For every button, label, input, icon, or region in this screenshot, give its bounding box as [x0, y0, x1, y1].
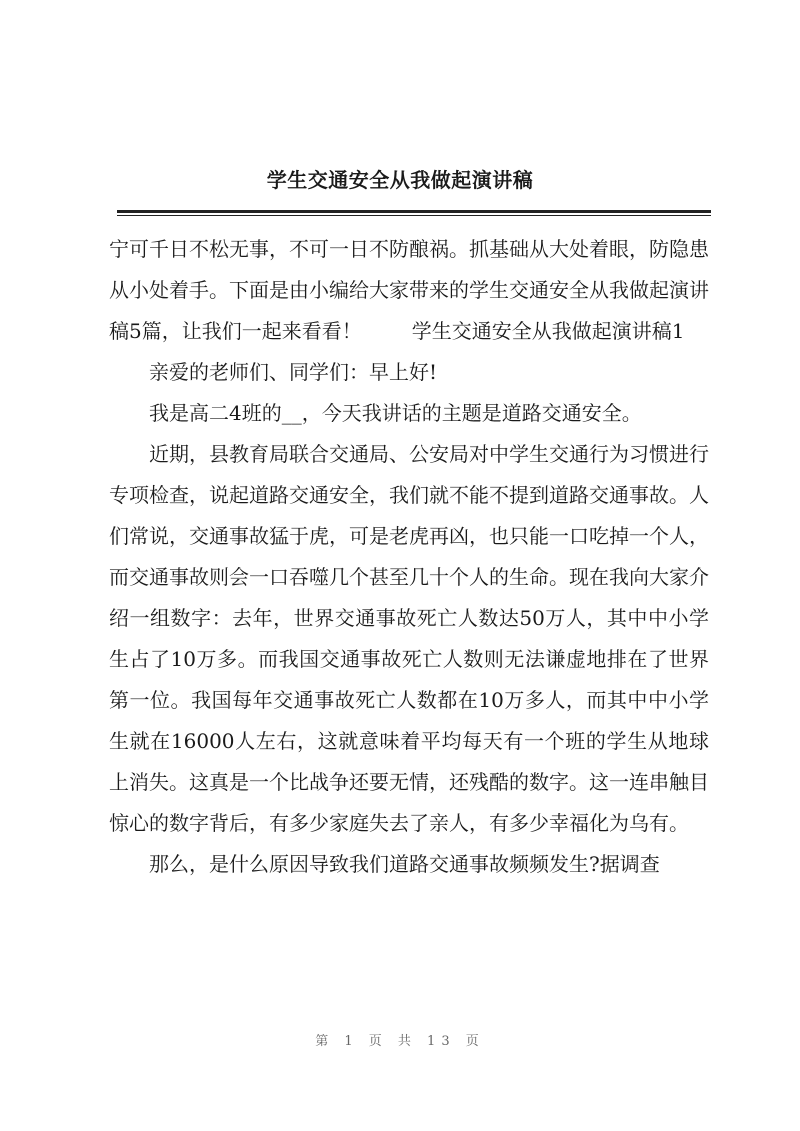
section-heading: 学生交通安全从我做起演讲稿1: [411, 319, 685, 343]
paragraph-statistics: 近期，县教育局联合交通局、公安局对中学生交通行为习惯进行专项检查，说起道路交通安全，我们就不能不提到道路交通事故。人们常说，交通事故猛于虎，可是老虎再凶，也只能一口吃掉一个人，而交通事故则会一口吞噬几个甚至几十个人的生命。现在我向大家介绍一组数字：去年，世界交通事故死亡人数达50万人，其中中小学生占了10万多。而我国交通事故死亡人数则无法谦虚地排在了世界第一位。我国每年交通事故死亡人数都在10万多人，而其中中小学生就在16000人左右，这就意味着平均每天有一个班的学生从地球上消失。这真是一个比战争还要无情，还残酷的数字。这一连串触目惊心的数字背后，有多少家庭失去了亲人，有多少幸福化为乌有。: [109, 442, 709, 835]
title-divider-thick: [117, 210, 711, 213]
page-number-footer: 第 1 页 共 13 页: [315, 1034, 485, 1049]
intro-paragraph: [109, 229, 709, 352]
paragraph-question: 那么，是什么原因导致我们道路交通事故频频发生?据调查: [149, 852, 660, 876]
intro-text: 宁可千日不松无事，不可一日不防酿祸。抓基础从大处着眼，防隐患从小处着手。下面是由小编给大家带来的学生交通安全从我做起演讲稿5篇，让我们一起来看看！: [109, 237, 709, 343]
paragraph-greeting: 亲爱的老师们、同学们：早上好!: [149, 360, 438, 384]
paragraph-intro-speaker: 我是高二4班的__，今天我讲话的主题是道路交通安全。: [149, 401, 642, 425]
document-body: [109, 229, 709, 885]
document-title: 学生交通安全从我做起演讲稿: [266, 168, 534, 192]
title-divider-thin: [117, 215, 711, 216]
